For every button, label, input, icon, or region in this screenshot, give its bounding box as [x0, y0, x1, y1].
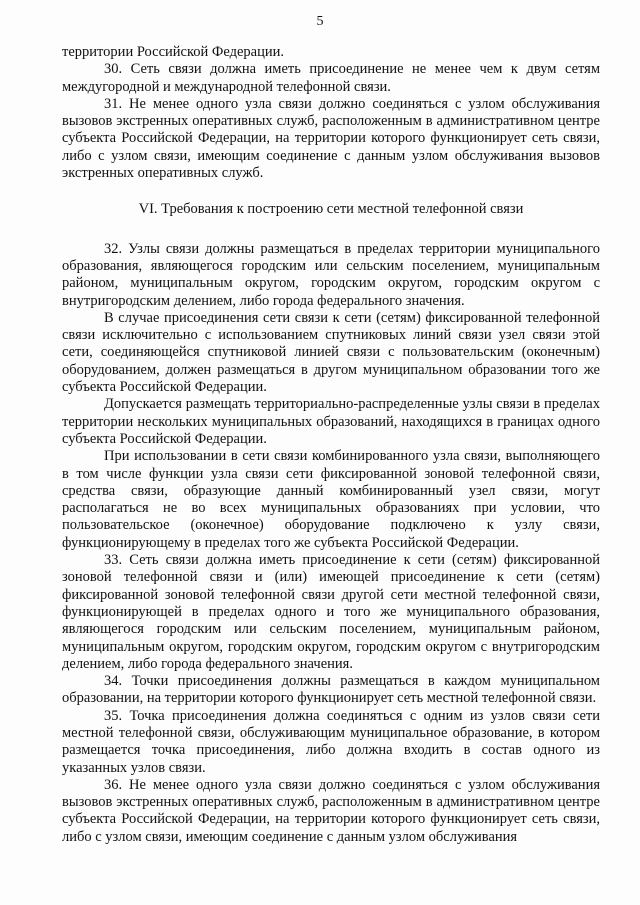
- paragraph: 31. Не менее одного узла связи должно соединяться с узлом обслуживания вызовов экстренных оперативных служб, расположенным в административном центре субъекта Российской Федерации, на территории которого функционирует сеть связи, либо с узлом связи, имеющим соединение с данным узлом обслуживания вызовов экстренных оперативных служб.: [62, 95, 600, 182]
- paragraph: 34. Точки присоединения должны размещаться в каждом муниципальном образовании, на территории которого функционирует сеть местной телефонной связи.: [62, 673, 600, 707]
- paragraph: 35. Точка присоединения должна соединяться с одним из узлов связи сети местной телефонной связи, обслуживающим муниципальное образование, в котором размещается точка присоединения, либо должна входить в состав одного из указанных узлов связи.: [62, 707, 600, 776]
- document-body: [62, 44, 600, 846]
- paragraph: В случае присоединения сети связи к сети (сетям) фиксированной телефонной связи исключительно с использованием спутниковых линий связи узел связи этой сети, соединяющейся спутниковой линией связи с пользовательским (оконечным) оборудованием, должен размещаться в другом муниципальном образовании того же субъекта Российской Федерации.: [62, 309, 600, 396]
- paragraph: 33. Сеть связи должна иметь присоединение к сети (сетям) фиксированной зоновой телефонной связи и (или) имеющей присоединение к сети (сетям) фиксированной зоновой телефонной связи другой сети местной телефонной связи, функционирующей в пределах одного и того же муниципального образования, являющегося городским или сельским поселением, муниципальным районом, муниципальным округом, городским округом, городским округом с внутригородским делением, либо города федерального значения.: [62, 552, 600, 672]
- page-number: 5: [316, 14, 324, 29]
- paragraph: 30. Сеть связи должна иметь присоединение не менее чем к двум сетям междугородной и международной телефонной связи.: [62, 61, 600, 95]
- paragraph: территории Российской Федерации.: [62, 44, 285, 60]
- paragraph: При использовании в сети связи комбинированного узла связи, выполняющего в том числе функции узла связи сети фиксированной зоновой телефонной связи, средства связи, образующие данный комбинированный узел связи, могут располагаться не во всех муниципальных образованиях при условии, что пользовательское (оконечное) оборудование подключено к узлу связи, функционирующему в пределах того же субъекта Российской Федерации.: [62, 448, 600, 551]
- paragraph: 36. Не менее одного узла связи должно соединяться с узлом обслуживания вызовов экстренных оперативных служб, расположенным в административном центре субъекта Российской Федерации, на территории которого функционирует сеть связи, либо с узлом связи, имеющим соединение с данным узлом обслуживания: [62, 776, 600, 845]
- paragraph: 32. Узлы связи должны размещаться в пределах территории муниципального образования, являющегося городским или сельским поселением, муниципальным районом, муниципальным округом, городским округом, городским округом с внутригородским делением, либо города федерального значения.: [62, 240, 600, 309]
- section-heading: VI. Требования к построению сети местной телефонной связи: [138, 201, 524, 218]
- paragraph: Допускается размещать территориально-распределенные узлы связи в пределах территории нескольких муниципальных образований, находящихся в границах одного субъекта Российской Федерации.: [62, 396, 600, 447]
